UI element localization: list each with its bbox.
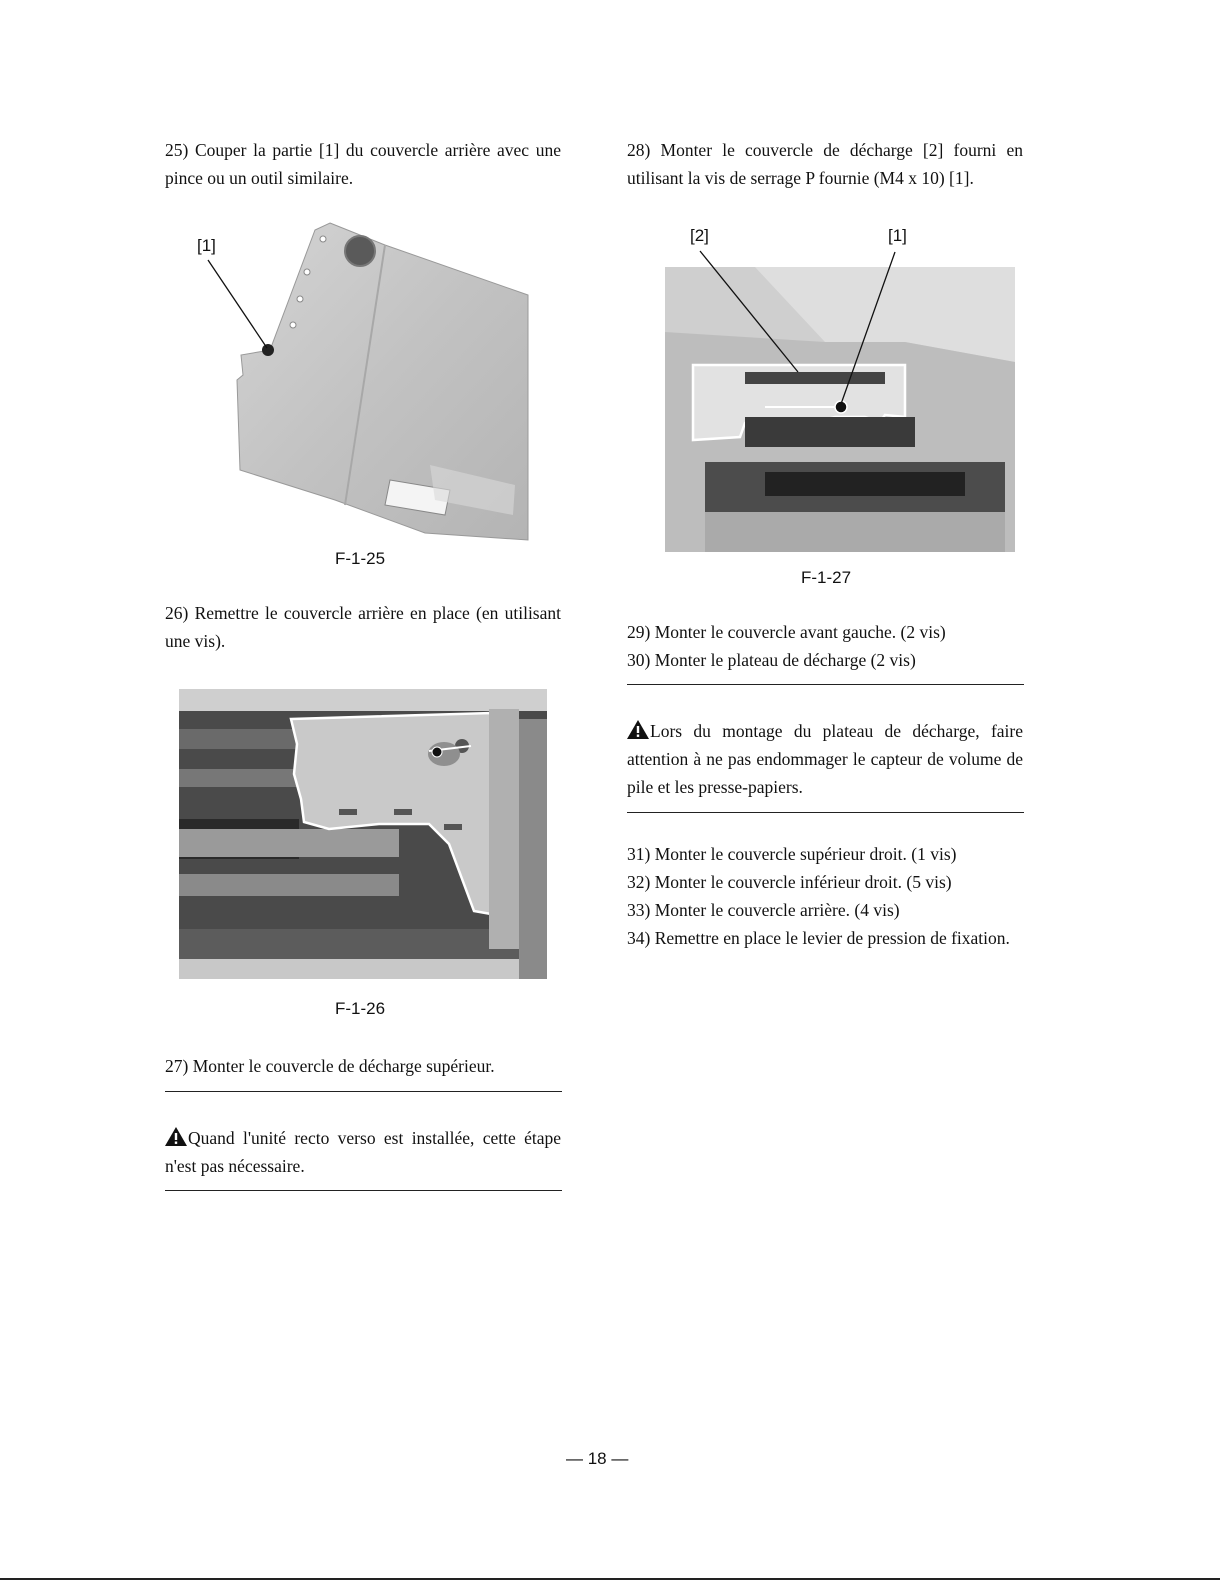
page-number: — 18 — bbox=[566, 1449, 629, 1468]
step-28: 28) Monter le couvercle de décharge [2] fourni en utilisant la vis de serrage P fournie (M4 x 10) [1]. bbox=[627, 140, 1023, 188]
step-31: 31) Monter le couvercle supérieur droit. (1 vis) bbox=[627, 844, 957, 864]
fig27-caption: F-1-27 bbox=[801, 568, 852, 587]
fig26-caption: F-1-26 bbox=[335, 999, 386, 1018]
rear-cover-installed-photo bbox=[179, 689, 547, 979]
warning-icon bbox=[627, 720, 649, 739]
step-33: 33) Monter le couvercle arrière. (4 vis) bbox=[627, 900, 900, 920]
discharge-cover-photo bbox=[665, 222, 1015, 552]
rear-cover-photo bbox=[195, 215, 535, 545]
warning-2 bbox=[627, 717, 1023, 801]
step-25: 25) Couper la partie [1] du couvercle arrière avec une pince ou un outil similaire. bbox=[165, 140, 561, 188]
step-29: 29) Monter le couvercle avant gauche. (2 vis) bbox=[627, 622, 946, 642]
step-34: 34) Remettre en place le levier de pression de fixation. bbox=[627, 928, 1010, 948]
fig27-callout-1: [1] bbox=[888, 226, 907, 245]
step-32: 32) Monter le couvercle inférieur droit. (5 vis) bbox=[627, 872, 952, 892]
step-26: 26) Remettre le couvercle arrière en place (en utilisant une vis). bbox=[165, 603, 561, 651]
step-30: 30) Monter le plateau de décharge (2 vis) bbox=[627, 650, 916, 670]
warning1-bottom-rule bbox=[165, 1190, 562, 1191]
warning-2-text: Lors du montage du plateau de décharge, faire attention à ne pas endommager le capteur de volume de pile et les presse-papiers. bbox=[627, 721, 1023, 797]
fig25-callout-1: [1] bbox=[197, 236, 216, 255]
fig25-caption: F-1-25 bbox=[335, 549, 386, 568]
bottom-edge-line bbox=[0, 1578, 1220, 1580]
step-27: 27) Monter le couvercle de décharge supérieur. bbox=[165, 1056, 495, 1076]
fig27-callout-2: [2] bbox=[690, 226, 709, 245]
warning2-bottom-rule bbox=[627, 812, 1024, 813]
warning1-top-rule bbox=[165, 1091, 562, 1092]
warning-icon bbox=[165, 1127, 187, 1146]
warning-1 bbox=[165, 1124, 561, 1180]
warning-1-text: Quand l'unité recto verso est installée, cette étape n'est pas nécessaire. bbox=[165, 1128, 561, 1176]
warning2-top-rule bbox=[627, 684, 1024, 685]
